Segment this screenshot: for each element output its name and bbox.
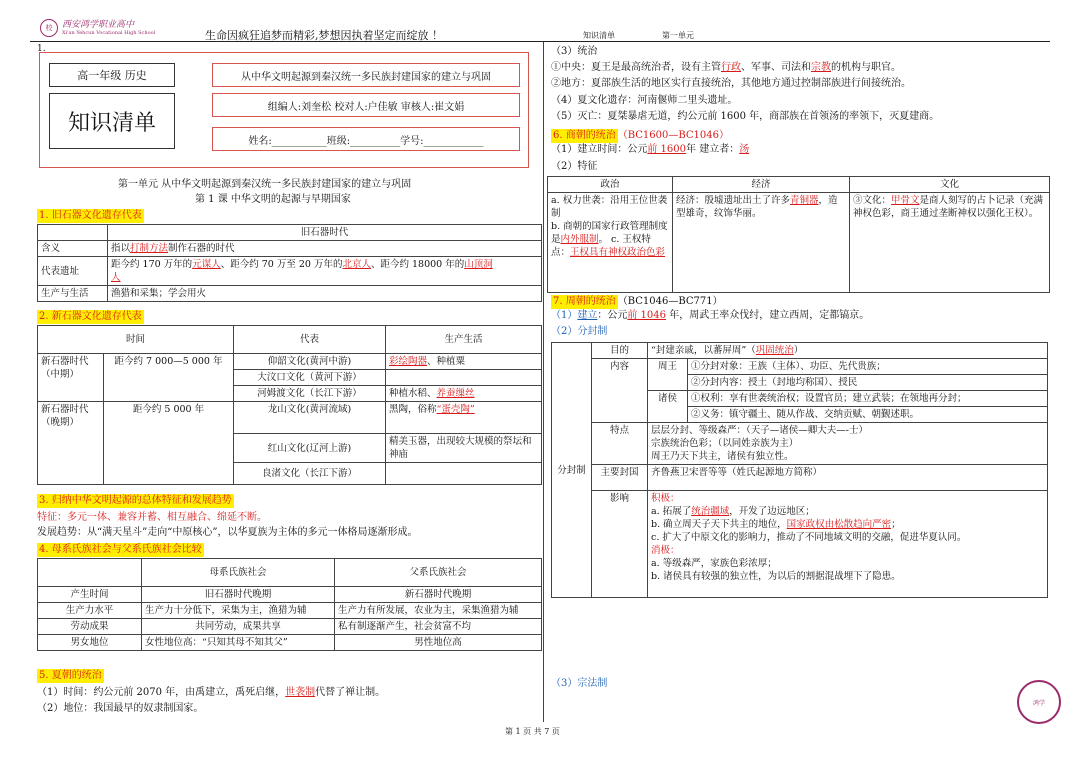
header-matrilineal: 母系氏族社会: [142, 559, 335, 587]
life-dawenkou: [386, 370, 542, 386]
page-number: 第 1 页 共 7 页: [505, 727, 560, 736]
school-sub: Xi'an Yehcun Vocational High School: [62, 30, 156, 36]
culture-longshan: 龙山文化(黄河流域): [234, 402, 386, 434]
cell: 私有制逐渐产生，社会贫富不均: [335, 619, 542, 635]
school-stamp-icon: 鸿学: [1017, 680, 1061, 724]
feature-value: 层层分封、等级森严：（天子—诸侯—卿大夫—-士） 宗族统治色彩；（以同姓亲族为主） 周王乃天下共主，诸侯有独立性。: [648, 423, 1048, 465]
row-label: 代表遗址: [38, 257, 108, 286]
zhouwang-item: ①分封对象：王族（主体）、功臣、先代贵族；: [688, 359, 1048, 375]
school-seal-icon: 校: [40, 19, 58, 37]
cell: 男性地位高: [335, 635, 542, 651]
row-label: 生产力水平: [38, 603, 142, 619]
culture-hongshan: 红山文化(辽河上游): [234, 434, 386, 463]
late-label: 新石器时代（晚期）: [38, 402, 104, 485]
unit-title: 第一单元 从中华文明起源到秦汉统一多民族封建国家的建立与巩固: [118, 179, 412, 190]
zhuhou-item: ②义务：镇守疆土、随从作战、交纳贡赋、朝觐述职。: [688, 407, 1048, 423]
col-rep: 代表: [234, 326, 386, 354]
fengjian-table: [551, 342, 1048, 598]
header-patrilineal: 父系氏族社会: [335, 559, 542, 587]
mid-time: 距今约 7 000—5 000 年: [104, 354, 234, 402]
aim-label: 目的: [592, 343, 648, 359]
zhouwang-item: ②分封内容：授土（封地均称国）、授民: [688, 375, 1048, 391]
life-liangzhu: [386, 463, 542, 485]
neolithic-table: [37, 325, 542, 485]
paleolithic-table: [37, 224, 542, 302]
xia-relics: （4）夏文化遗存：河南偃师二里头遗址。: [551, 95, 738, 106]
fengjian-label: 分封制: [552, 343, 592, 598]
zhuhou-label: 诸侯: [648, 391, 688, 423]
col-economy: 经济: [673, 177, 850, 193]
row-label: 含义: [38, 241, 108, 257]
column-divider: [543, 42, 544, 722]
section3-heading: 3. 归纳中华文明起源的总体特征和发展趋势: [39, 495, 232, 506]
trend-text: 发展趋势：从“满天星斗”走向“中原核心”，以华夏族为主体的多元一体格局逐渐形成。: [37, 527, 418, 538]
section1-heading: 1. 旧石器文化遗存代表: [39, 210, 142, 221]
cell: 共同劳动，成果共享: [142, 619, 335, 635]
section6-heading: 6. 商朝的统治 （BC1600—BC1046）: [553, 130, 730, 141]
xia-central: ①中央：夏王是最高统治者，设有主管行政、军事、司法和宗教的机构与职官。: [551, 62, 901, 73]
politics-cell: a. 权力世袭：沿用王位世袭制 b. 商朝的国家行政管理制度是内外服制。 c. 王权特点：王权具有神权政治色彩: [548, 193, 673, 293]
xia-status: （2）地位：我国最早的奴隶制国家。: [37, 703, 204, 714]
cell: 旧石器时代晚期: [142, 587, 335, 603]
section7-heading: 7. 周朝的统治 （BC1046—BC771）: [553, 296, 723, 307]
header-tag-knowledge: 知识清单: [583, 31, 615, 40]
school-logo: [40, 18, 175, 38]
content-label: 内容: [592, 359, 648, 423]
feature-label: 特点: [592, 423, 648, 465]
zongfa-title: （3）宗法制: [551, 678, 608, 689]
xia-time: （1）时间：约公元前 2070 年，由禹建立，禹死启继，世袭制代替了禅让制。: [37, 687, 386, 698]
xia-fall: （5）灭亡：夏桀暴虐无道，约公元前 1600 年，商部族在首领汤的率领下，灭夏建商。: [551, 111, 940, 122]
section5-heading: 5. 夏朝的统治: [39, 670, 102, 681]
shang-features-title: （2）特征: [551, 161, 598, 172]
xia-local: ②地方：夏部族生活的地区实行直接统治，其他地方通过控制部族进行间接统治。: [551, 78, 911, 89]
culture-hemudu: 河姆渡文化（长江下游）: [234, 386, 386, 402]
influence-label: 影响: [592, 491, 648, 598]
credits: 组编人:刘奎松 校对人:户佳敏 审核人:崔文娟: [212, 93, 520, 117]
table-header: 旧石器时代: [108, 225, 542, 241]
col-time: 时间: [38, 326, 234, 354]
row-label: 产生时间: [38, 587, 142, 603]
header-divider: [30, 41, 1050, 42]
row-label: 劳动成果: [38, 619, 142, 635]
life-hongshan: 精美玉器，出现较大规模的祭坛和神庙: [386, 434, 542, 463]
col-politics: 政治: [548, 177, 673, 193]
culture-cell: ③文化：甲骨文是商人刻写的占卜记录（充满神权色彩，商王通过垄断神权以强化王权）。: [850, 193, 1050, 293]
section2-heading: 2. 新石器文化遗存代表: [39, 311, 142, 322]
culture-dawenkou: 大汶口文化（黄河下游）: [234, 370, 386, 386]
cell: 女性地位高：“只知其母不知其父”: [142, 635, 335, 651]
row-value: 渔猎和采集；学会用火: [108, 286, 542, 302]
shang-table: [547, 176, 1050, 293]
row-label: 男女地位: [38, 635, 142, 651]
topic-title: 从中华文明起源到秦汉统一多民族封建国家的建立与巩固: [212, 63, 520, 87]
motto: 生命因疯狂追梦而精彩,梦想因执着坚定而绽放 ！: [205, 29, 443, 42]
student-info-fill: 姓名:___________班级:__________学号:____________: [212, 127, 520, 151]
influence-value: 积极： a. 拓展了统治疆域，开发了边远地区； b. 确立周天子天下共主的地位，国家政权由松散趋向严密； c. 扩大了中原文化的影响力，推动了不同地域文明的交融，促进华夏认同。 消极： a. 等级森严，家族色彩浓厚； b. 诸侯具有较强的独立性，为以后的割据混战埋下了隐患。: [648, 491, 1048, 598]
zhou-founding: （1）建立：公元前 1046 年，周武王率众伐纣，建立西周，定都镐京。: [551, 310, 870, 321]
mid-label: 新石器时代（中期）: [38, 354, 104, 402]
main-states-value: 齐鲁燕卫宋晋等等（姓氏起源地方简称）: [648, 465, 1048, 491]
header-tag-unit: 第一单元: [662, 31, 694, 40]
title-box: [39, 52, 529, 168]
zhouwang-label: 周王: [648, 359, 688, 391]
economy-cell: 经济：殷墟遗址出土了许多青铜器，造型雄奇，纹饰华丽。: [673, 193, 850, 293]
clan-compare-table: [37, 558, 542, 651]
row-value: 距今约 170 万年的元谋人、距今约 70 万至 20 万年的北京人、距今约 18000 年的山顶洞 人: [108, 257, 542, 286]
row-label: 生产与生活: [38, 286, 108, 302]
zhuhou-item: ①权利：享有世袭统治权；设置官员；建立武装；在领地再分封；: [688, 391, 1048, 407]
cell: 生产力有所发展，农业为主，采集渔猎为辅: [335, 603, 542, 619]
corner-mark: 1.: [37, 44, 46, 54]
life-hemudu: 种植水稻、养蚕缫丝: [386, 386, 542, 402]
grade-subject: 高一年级 历史: [49, 63, 175, 87]
culture-yangshao: 仰韶文化(黄河中游): [234, 354, 386, 370]
col-life: 生产生活: [386, 326, 542, 354]
aim-value: “封建亲戚，以蕃屏周”（巩固统治）: [648, 343, 1048, 359]
xia-rule-title: （3）统治: [551, 46, 598, 57]
life-longshan: 黑陶，俗称“蛋壳陶”: [386, 402, 542, 434]
section4-heading: 4. 母系氏族社会与父系氏族社会比较: [39, 544, 202, 555]
fengjian-title: （2）分封制: [551, 326, 608, 337]
life-yangshao: 彩绘陶器、种植粟: [386, 354, 542, 370]
row-value: 指以打制方法制作石器的时代: [108, 241, 542, 257]
cell: 新石器时代晚期: [335, 587, 542, 603]
feature-text: 特征：多元一体、兼容并蓄、相互融合、绵延不断。: [37, 512, 267, 523]
main-states-label: 主要封国: [592, 465, 648, 491]
shang-founding: （1）建立时间：公元前 1600年 建立者：汤: [551, 144, 750, 155]
big-title: 知识清单: [49, 93, 175, 149]
late-time: 距今约 5 000 年: [104, 402, 234, 485]
culture-liangzhu: 良渚文化（长江下游）: [234, 463, 386, 485]
cell: 生产力十分低下，采集为主，渔猎为辅: [142, 603, 335, 619]
col-culture: 文化: [850, 177, 1050, 193]
school-name: 西安鸿学职业高中: [62, 20, 135, 30]
lesson-title: 第 1 课 中华文明的起源与早期国家: [195, 194, 351, 205]
